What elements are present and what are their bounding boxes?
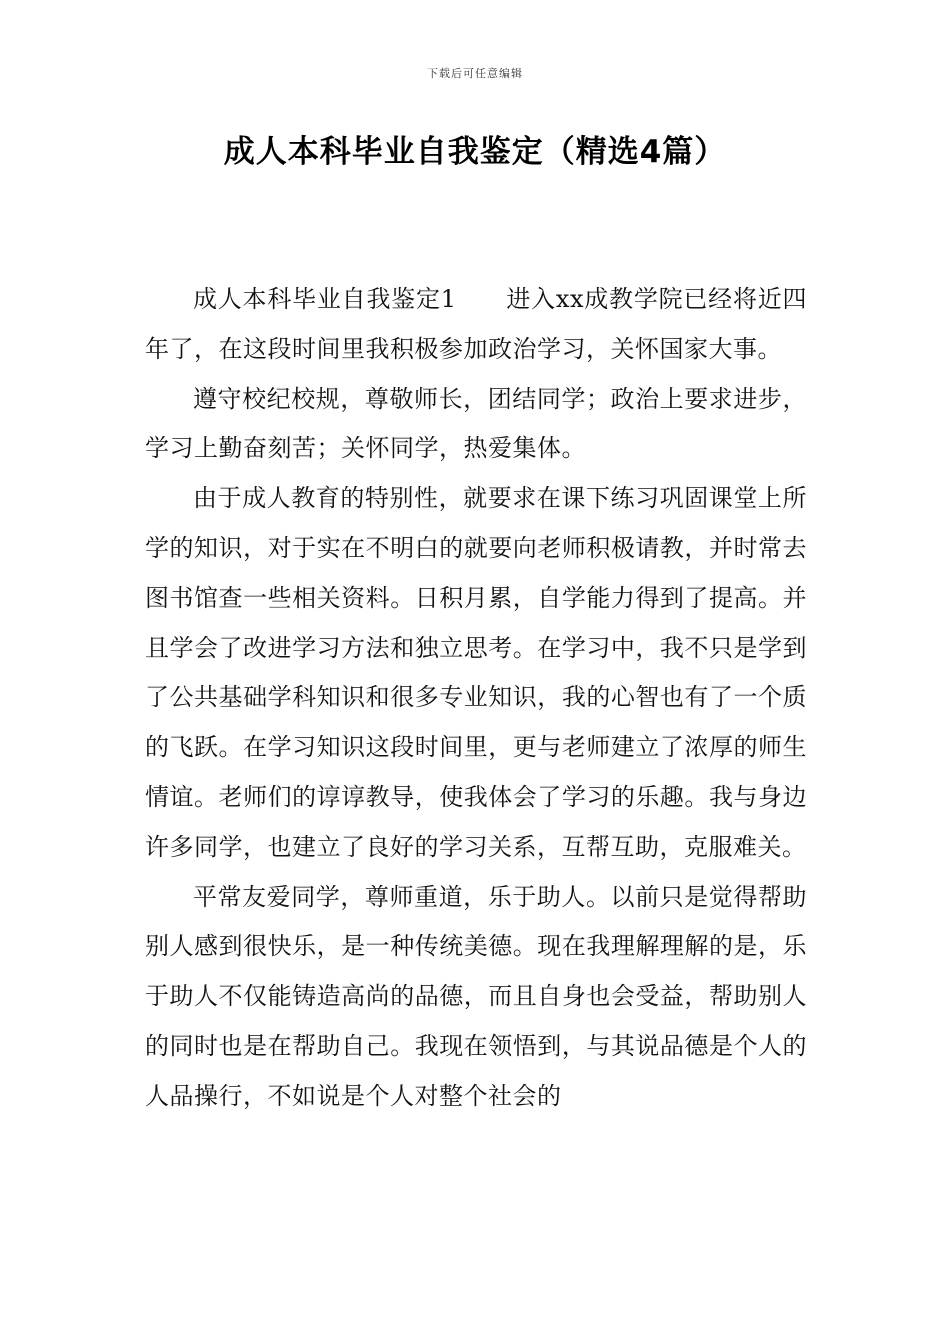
- paragraph-3: 由于成人教育的特别性，就要求在课下练习巩固课堂上所学的知识，对于实在不明白的就要向老师积极请教，并时常去图书馆查一些相关资料。日积月累，自学能力得到了提高。并且学会了改进学习方法和独立思考。在学习中，我不只是学到了公共基础学科知识和很多专业知识，我的心智也有了一个质的飞跃。在学习知识这段时间里，更与老师建立了浓厚的师生情谊。老师们的谆谆教导，使我体会了学习的乐趣。我与身边许多同学，也建立了良好的学习关系，互帮互助，克服难关。: [145, 484, 807, 861]
- header-note: 下载后可任意编辑: [427, 67, 523, 80]
- paragraph-2: 遵守校纪校规，尊敬师长，团结同学；政治上要求进步，学习上勤奋刻苦；关怀同学，热爱集体。: [145, 384, 807, 463]
- paragraph-4: 平常友爱同学，尊师重道，乐于助人。以前只是觉得帮助别人感到很快乐，是一种传统美德。现在我理解理解的是，乐于助人不仅能铸造高尚的品德，而且自身也会受益，帮助别人的同时也是在帮助自己。我现在领悟到，与其说品德是个人的人品操行，不如说是个人对整个社会的: [145, 882, 807, 1110]
- document-title: 成人本科毕业自我鉴定（精选4篇）: [223, 134, 727, 170]
- document-body: [145, 275, 807, 1122]
- paragraph-1: 成人本科毕业自我鉴定1 进入xx成教学院已经将近四年了，在这段时间里我积极参加政治学习，关怀国家大事。: [145, 285, 807, 363]
